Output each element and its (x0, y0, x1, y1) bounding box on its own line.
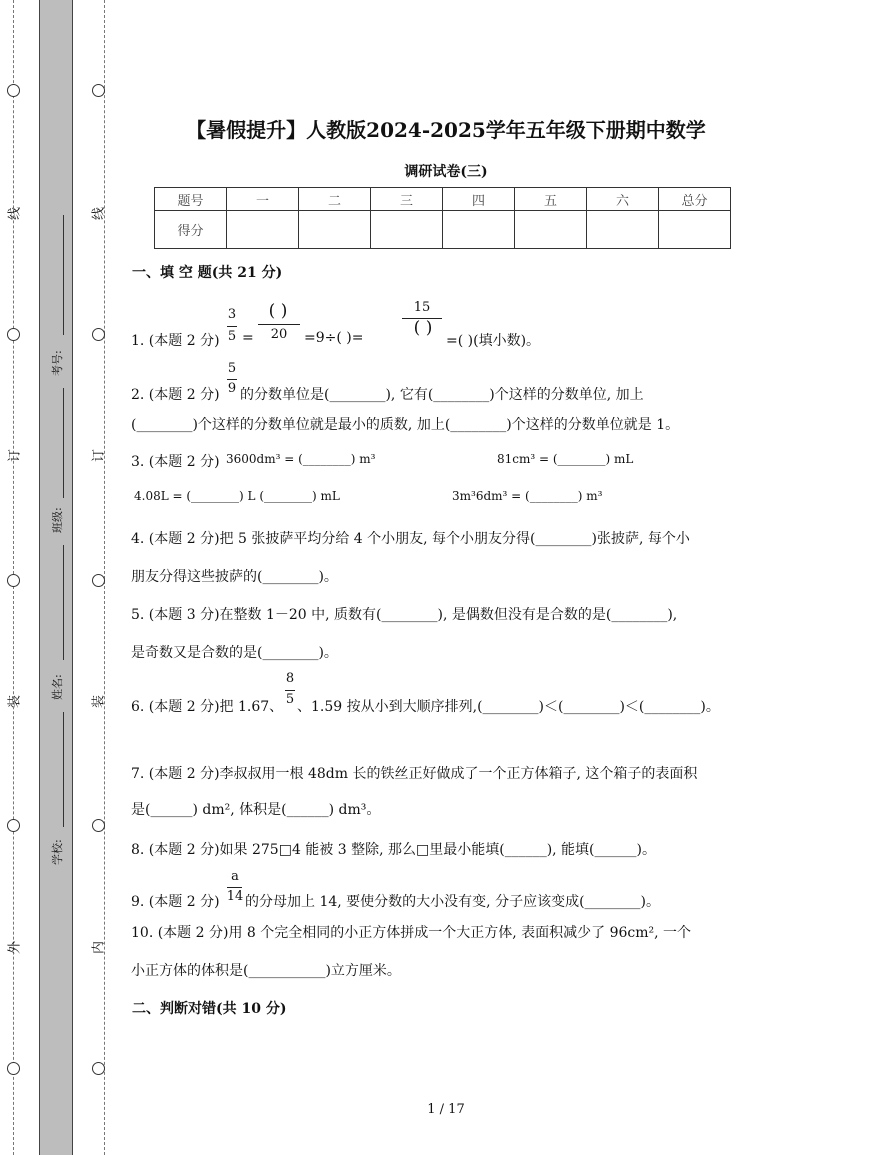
q3-item-a: 3600dm³ = (________) m³ (226, 452, 376, 466)
q1-fraction-1-denominator: 5 (227, 329, 237, 344)
binding-hole (7, 819, 20, 832)
score-input-cell[interactable] (299, 211, 371, 249)
score-input-cell[interactable] (587, 211, 659, 249)
q5-line-2: 是奇数又是合数的是(________)。 (131, 645, 338, 661)
fraction-bar (227, 379, 237, 380)
margin-char-ding-inner: 订 (91, 449, 107, 463)
q1-fraction-2-denominator: 20 (270, 327, 288, 342)
q3-item-c: 4.08L = (________) L (________) mL (134, 489, 340, 503)
fraction-bar (227, 326, 237, 327)
score-input-cell[interactable] (515, 211, 587, 249)
binding-hole (92, 328, 105, 341)
score-input-cell[interactable] (443, 211, 515, 249)
q6-prefix: 6. (本题 2 分)把 1.67、 (131, 699, 284, 715)
score-input-cell[interactable] (659, 211, 731, 249)
score-table-header-row (155, 188, 731, 211)
score-table-cell: 一 (227, 188, 299, 211)
q5-line-1: 5. (本题 3 分)在整数 1－20 中, 质数有(________), 是偶数但没有是合数的是(________), (131, 607, 678, 623)
section-1-heading: 一、填 空 题(共 21 分) (132, 265, 283, 281)
q1-fraction-2-numerator: ( ) (268, 301, 288, 321)
fraction-bar (258, 324, 300, 325)
q9-fraction-denominator: 14 (226, 889, 244, 904)
section-2-heading: 二、判断对错(共 10 分) (132, 1001, 287, 1017)
q3-item-b: 81cm³ = (________) mL (497, 452, 634, 466)
score-table-cell: 六 (587, 188, 659, 211)
fraction-bar (227, 887, 242, 888)
q1-fraction-3-denominator: ( ) (413, 318, 433, 338)
name-label: 姓名: (51, 674, 64, 700)
margin-char-xian-outer: 线 (7, 207, 23, 221)
q6-fraction-denominator: 5 (285, 692, 295, 707)
name-field[interactable] (63, 545, 64, 660)
score-input-cell[interactable] (371, 211, 443, 249)
q10-line-1: 10. (本题 2 分)用 8 个完全相同的小正方体拼成一个大正方体, 表面积减少了 96cm², 一个 (131, 925, 692, 941)
q8-line: 8. (本题 2 分)如果 275□4 能被 3 整除, 那么□里最小能填(______), 能填(______)。 (131, 842, 656, 858)
q2-prefix: 2. (本题 2 分) (131, 387, 220, 403)
binding-hole (92, 84, 105, 97)
page-title: 【暑假提升】人教版2024-2025学年五年级下册期中数学 (186, 118, 706, 142)
q3-item-d: 3m³6dm³ = (________) m³ (452, 489, 603, 503)
binding-hole (7, 1062, 20, 1075)
score-table-cell: 四 (443, 188, 515, 211)
margin-char-zhuang-outer: 装 (7, 695, 23, 709)
school-field[interactable] (63, 712, 64, 827)
q10-line-2: 小正方体的体积是(___________)立方厘米。 (131, 963, 401, 979)
score-table (154, 187, 731, 249)
q7-line-2: 是(______) dm², 体积是(______) dm³。 (131, 802, 381, 818)
score-table-cell: 三 (371, 188, 443, 211)
q2-line-2: (________)个这样的分数单位就是最小的质数, 加上(________)个这样的分数单位就是 1。 (131, 417, 680, 433)
q6-fraction-numerator: 8 (285, 671, 295, 686)
class-field[interactable] (63, 388, 64, 498)
score-table-score-row (155, 211, 731, 249)
binding-hole (92, 819, 105, 832)
q1-fraction-1-numerator: 3 (227, 307, 237, 322)
q6-tail: 、1.59 按从小到大顺序排列,(________)＜(________)＜(________)。 (297, 699, 720, 715)
q9-fraction-numerator: a (231, 869, 239, 884)
class-label: 班级: (51, 507, 64, 533)
score-input-cell[interactable] (227, 211, 299, 249)
binding-hole (92, 1062, 105, 1075)
binding-hole (7, 328, 20, 341)
q1-middle: =9÷( )= (304, 330, 364, 346)
q1-fraction-3-numerator: 15 (413, 300, 431, 315)
school-label: 学校: (51, 839, 64, 865)
q9-prefix: 9. (本题 2 分) (131, 894, 220, 910)
margin-char-wai: 外 (7, 941, 23, 955)
margin-char-xian-inner: 线 (91, 207, 107, 221)
binding-hole (7, 574, 20, 587)
score-table-cell: 五 (515, 188, 587, 211)
q2-fraction-denominator: 9 (227, 381, 237, 396)
q1-tail: =( )(填小数)。 (446, 333, 541, 349)
exam-number-label: 考号: (51, 350, 64, 376)
q1-equals: = (242, 330, 254, 346)
q9-tail: 的分母加上 14, 要使分数的大小没有变, 分子应该变成(________)。 (245, 894, 660, 910)
binding-hole (7, 84, 20, 97)
score-table-cell: 题号 (155, 188, 227, 211)
fraction-bar (285, 690, 295, 691)
q2-fraction-numerator: 5 (227, 361, 237, 376)
margin-char-ding-outer: 订 (7, 449, 23, 463)
exam-number-field[interactable] (63, 215, 64, 335)
score-table-cell: 二 (299, 188, 371, 211)
page-subtitle: 调研试卷(三) (404, 164, 488, 180)
q4-line-1: 4. (本题 2 分)把 5 张披萨平均分给 4 个小朋友, 每个小朋友分得(________)张披萨, 每个小 (131, 531, 690, 547)
margin-char-zhuang-inner: 装 (91, 695, 107, 709)
score-table-cell: 总分 (659, 188, 731, 211)
q4-line-2: 朋友分得这些披萨的(________)。 (131, 569, 338, 585)
q7-line-1: 7. (本题 2 分)李叔叔用一根 48dm 长的铁丝正好做成了一个正方体箱子, 这个箱子的表面积 (131, 766, 698, 782)
score-table-cell: 得分 (155, 211, 227, 249)
q2-line-1: 的分数单位是(________), 它有(________)个这样的分数单位, 加上 (240, 387, 644, 403)
q3-prefix: 3. (本题 2 分) (131, 454, 220, 470)
margin-char-nei: 内 (91, 941, 107, 955)
q1-prefix: 1. (本题 2 分) (131, 333, 220, 349)
binding-hole (92, 574, 105, 587)
page-number: 1 / 17 (427, 1102, 465, 1117)
